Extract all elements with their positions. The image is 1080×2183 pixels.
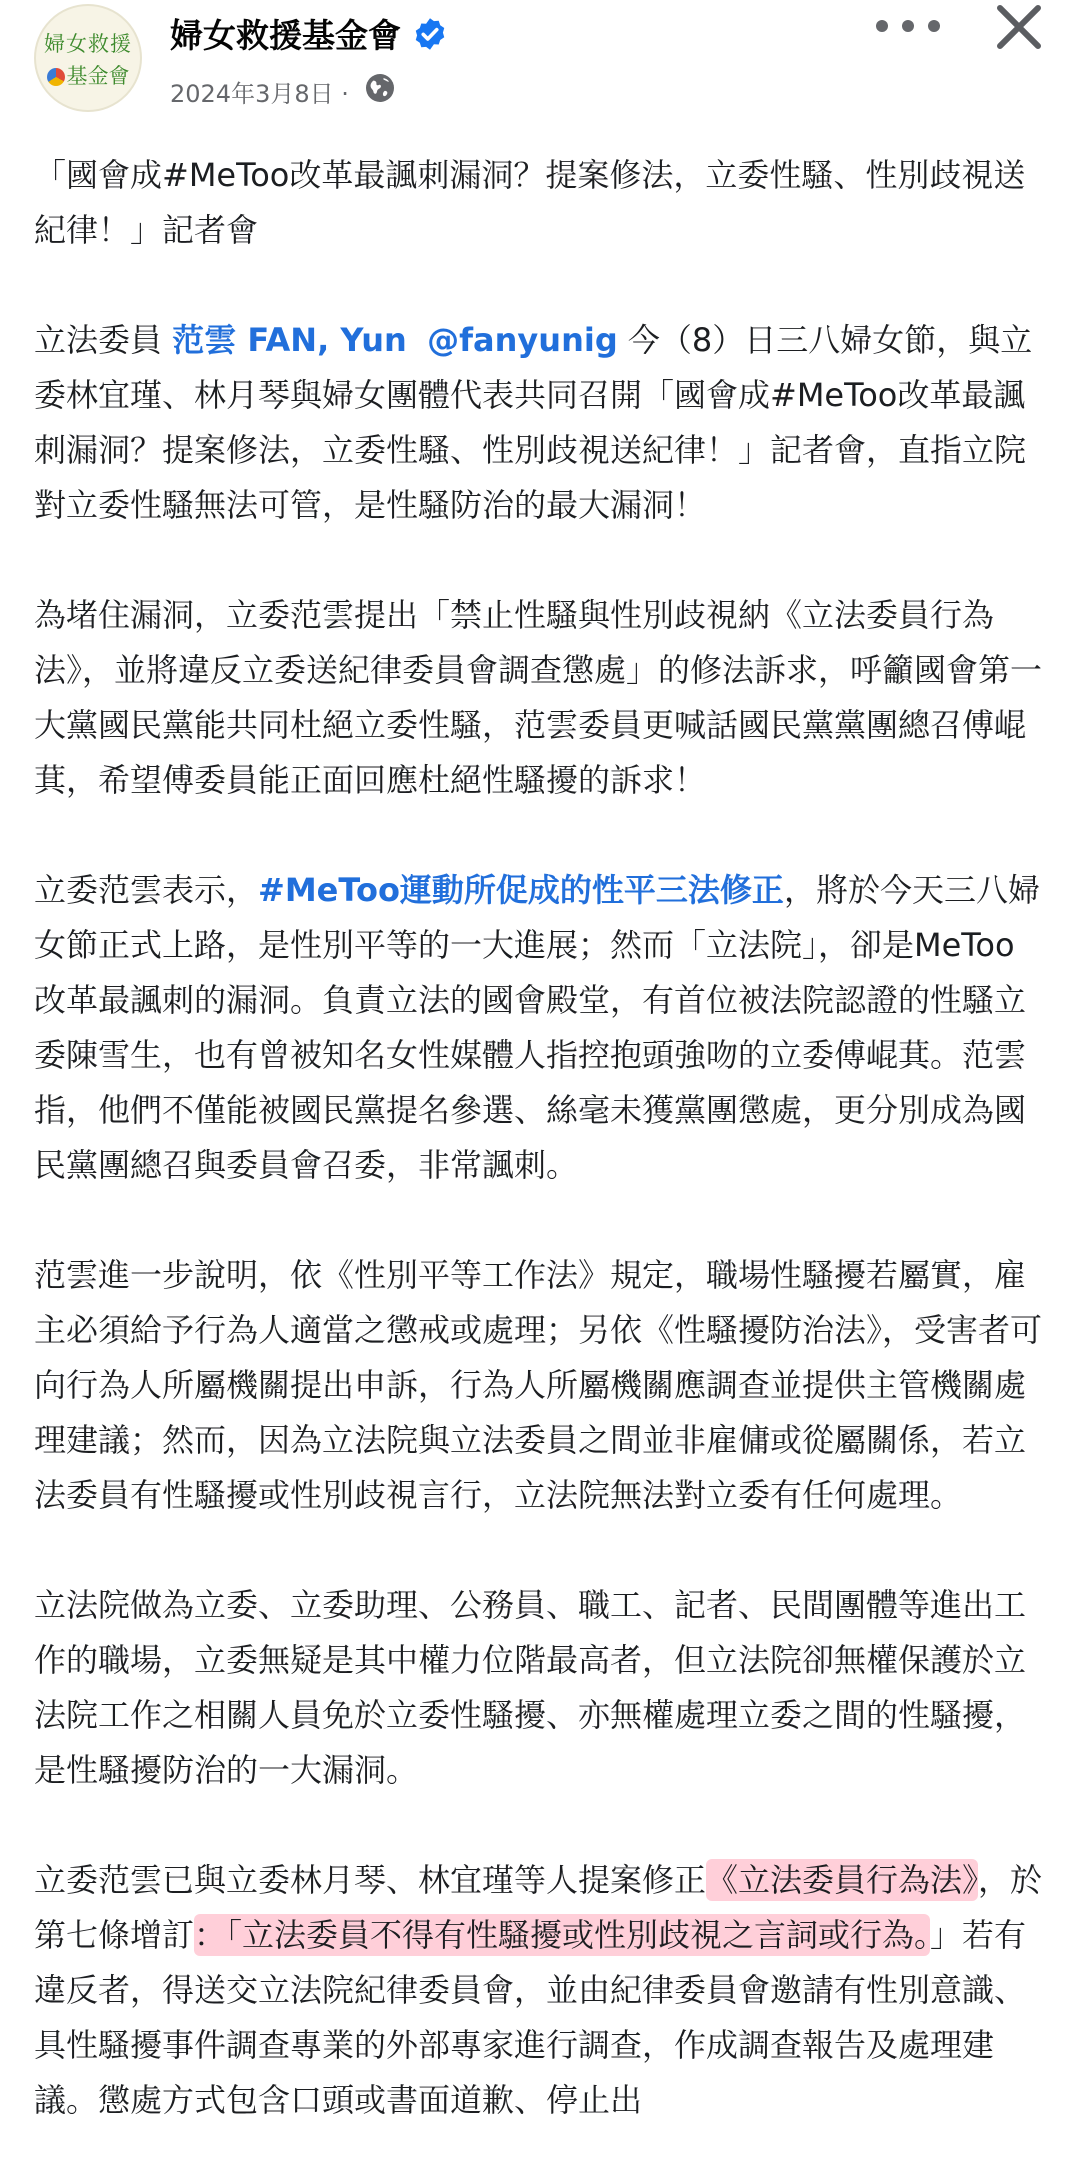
paragraph-text: 立委范雲已與立委林月琴、林宜瑾等人提案修正 (34, 1861, 707, 1899)
more-options-icon[interactable] (872, 18, 944, 34)
post-paragraph-amendment (34, 1853, 1044, 2128)
hashtag-metoo-link[interactable]: #MeToo運動所促成的性平三法修正 (258, 871, 784, 909)
paragraph-text: ，將於今天三八婦女節正式上路，是性別平等的一大進展；然而「立法院」，卻是MeToo改革最諷刺的漏洞。負責立法的國會殿堂，有首位被法院認證的性騷立委陳雪生，也有曾被知名女性媒體人指控抱頭強吻的立委傅崐萁。范雲指，他們不僅能被國民黨提名參選、絲毫未獲黨團懲處，更分別成為國民黨團總召與委員會召委，非常諷刺。 (34, 871, 1040, 1184)
highlighted-text: 《立法委員行為法》 (706, 1861, 979, 1899)
post-date-text[interactable]: 2024年3月8日 (170, 80, 334, 108)
paragraph-text: 立委范雲表示， (34, 871, 259, 909)
post-paragraph-explanation: 范雲進一步說明，依《性別平等工作法》規定，職場性騷擾若屬實，雇主必須給予行為人適當之懲戒或處理；另依《性騷擾防治法》，受害者可向行為人所屬機關提出申訴，行為人所屬機關應調查並提供主管機關處理建議；然而，因為立法院與立法委員之間並非雇傭或從屬關係，若立法委員有性騷擾或性別歧視言行，立法院無法對立委有任何處理。 (34, 1256, 1043, 1514)
logo-emblem-icon (47, 68, 65, 86)
post-paragraph-intro (34, 313, 1044, 533)
globe-icon[interactable] (364, 72, 396, 104)
post-header (0, 0, 1080, 120)
verified-badge-icon (412, 16, 448, 52)
avatar-logo-text-bottom (36, 60, 140, 90)
post-paragraph-title: 「國會成#MeToo改革最諷刺漏洞？提案修法，立委性騷、性別歧視送紀律！」記者會 (34, 156, 1026, 249)
paragraph-text: 」若有違反者，得送交立法院紀律委員會，並由紀律委員會邀請有性別意識、具性騷擾事件調查專業的外部專家進行調查，作成調查報告及處理建議。懲處方式包含口頭或書面道歉、停止出 (34, 1916, 1027, 2119)
post-body (34, 148, 1044, 2183)
highlighted-text: ：「立法委員不得有性騷擾或性別歧視之言詞或行為。 (194, 1916, 931, 1954)
mention-fan-yun-link[interactable]: 范雲 FAN, Yun (172, 321, 407, 359)
post-paragraph-statement (34, 863, 1044, 1193)
avatar-logo-text: 基金會 (66, 64, 130, 88)
page-avatar[interactable] (34, 4, 142, 112)
page-name[interactable]: 婦女救援基金會 (170, 16, 401, 55)
post-paragraph-workplace: 立法院做為立委、立委助理、公務員、職工、記者、民間團體等進出工作的職場，立委無疑是其中權力位階最高者，但立法院卻無權保護於立法院工作之相關人員免於立委性騷擾、亦無權處理立委之間的性騷擾，是性騷擾防治的一大漏洞。 (34, 1586, 1027, 1789)
post-paragraph-proposal: 為堵住漏洞，立委范雲提出「禁止性騷與性別歧視納《立法委員行為法》，並將違反立委送紀律委員會調查懲處」的修法訴求，呼籲國會第一大黨國民黨能共同杜絕立委性騷，范雲委員更喊話國民黨黨團總召傅崐萁，希望傅委員能正面回應杜絕性騷擾的訴求！ (34, 596, 1043, 799)
mention-fanyunig-link[interactable]: @fanyunig (427, 321, 618, 359)
date-separator: · (333, 80, 349, 108)
spacer-text (407, 321, 427, 359)
paragraph-text: ，於第七條增訂 (34, 1861, 1043, 1954)
paragraph-text: 立法委員 (34, 321, 173, 359)
avatar-logo-text-top: 婦女救援 (44, 32, 132, 56)
close-icon[interactable] (994, 2, 1044, 52)
paragraph-text: 今（8）日三八婦女節，與立委林宜瑾、林月琴與婦女團體代表共同召開「國會成#MeToo改革最諷刺漏洞？提案修法，立委性騷、性別歧視送紀律！」記者會，直指立院對立委性騷無法可管，是性騷防治的最大漏洞！ (34, 321, 1033, 524)
post-date[interactable] (170, 74, 349, 109)
